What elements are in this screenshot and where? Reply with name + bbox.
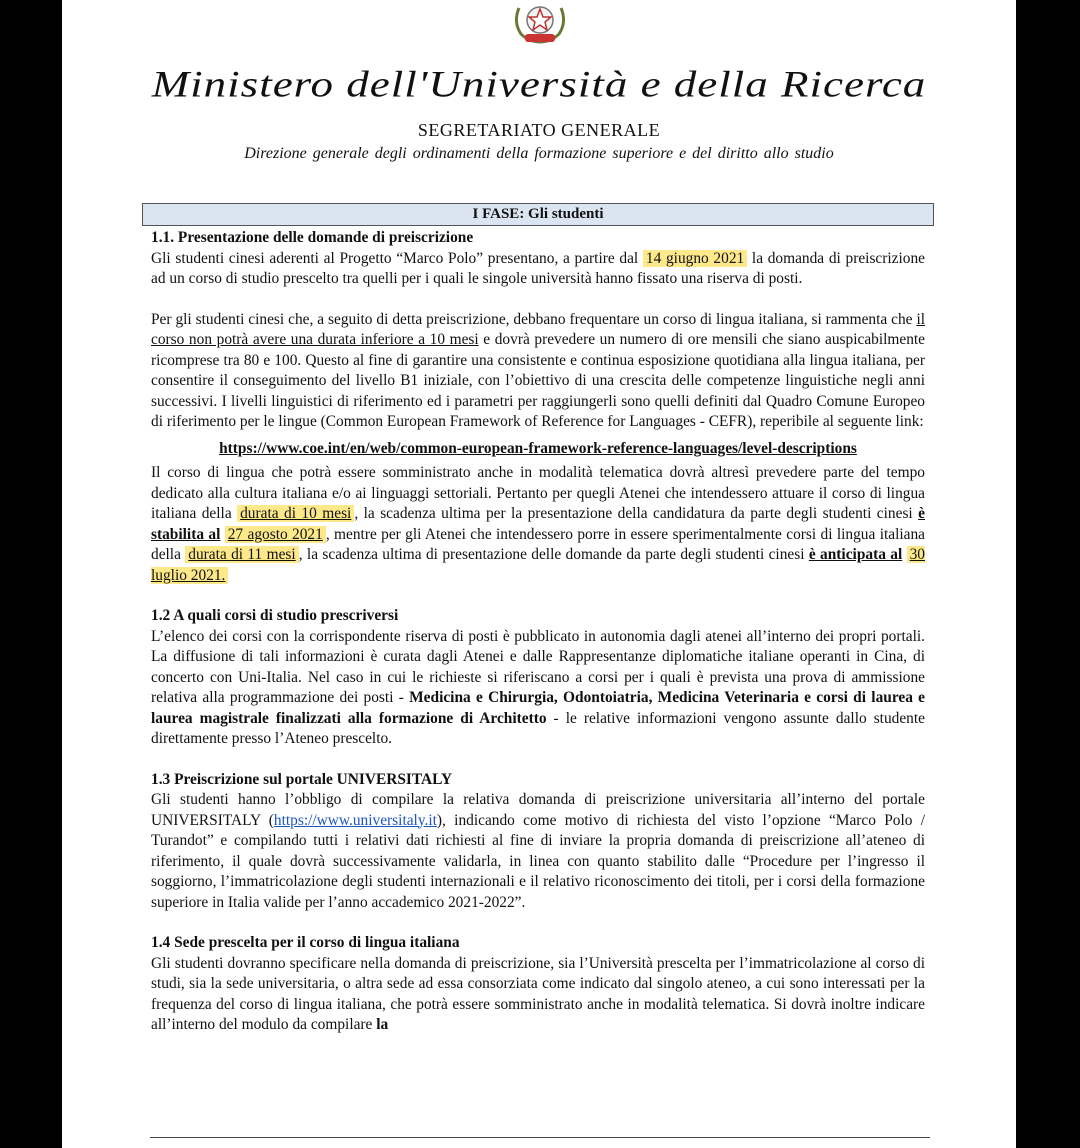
highlight-30-july: 30 luglio 2021. (151, 546, 925, 584)
italian-republic-emblem-icon (505, 0, 575, 46)
text: Gli studenti cinesi aderenti al Progetto “Marco Polo” presentano, a partire dal (151, 249, 643, 267)
phase-title: I FASE: Gli studenti (142, 203, 934, 226)
ministry-title: Ministero dell'Università e della Ricerca (151, 63, 927, 105)
section-1-2-paragraph (151, 627, 925, 750)
document-page (62, 0, 1016, 1148)
bold-deadline-label: è stabilita al (151, 505, 925, 543)
text: Il corso di lingua che potrà essere somministrato anche in modalità telematica dovrà altresì prevedere parte del tempo dedicato alla cultura italiana e/o ai linguaggi settoriali. Pertanto per quegli Atenei che intendessero attuare il corso di lingua italiana della (151, 464, 925, 522)
bold-anticipated-label: è anticipata al (808, 546, 903, 563)
footer-divider (150, 1137, 930, 1138)
text: , la scadenza ultima di presentazione delle domande da parte degli studenti cinesi (298, 546, 809, 563)
section-1-4-heading: 1.4 Sede prescelta per il corso di lingua italiana (151, 934, 460, 951)
text: e dovrà prevedere un numero di ore mensili che siano auspicabilmente ricomprese tra 80 e 100. Questo al fine di garantire una consistente e continua esposizione quotidiana alla lingua italiana, per consentire il conseguimento del livello B1 iniziale, con l’obiettivo di una crescita delle competenze linguistiche negli anni successivi. I livelli linguistici di riferimento ed i parametri per raggiungerli sono quelli definiti dal Quadro Comune Europeo di riferimento per le lingue (Common European Framework of Reference for Languages - CEFR), reperibile al seguente link: (151, 331, 926, 430)
section-1-1-paragraph-3 (151, 463, 925, 586)
text: Per gli studenti cinesi che, a seguito di detta preiscrizione, debbano frequentare un corso di lingua italiana, si rammenta che (151, 310, 917, 328)
text: , la scadenza ultima per la presentazione della candidatura da parte degli studenti cinesi (354, 505, 919, 522)
highlight-date-14-june: 14 giugno 2021 (643, 250, 747, 267)
text: L’elenco dei corsi con la corrispondente riserva di posti è pubblicato in autonomia dagli atenei all’interno dei propri portali. La diffusione di tali informazioni è curata dagli Atenei e dalle Rappresentanze diplomatiche italiane operanti in Cina, di concerto con Uni-Italia. Nel caso in cui le richieste si riferiscano a corsi per i quali è prevista una prova di ammissione relativa alla programmazione dei posti - (151, 627, 925, 706)
text: ), indicando come motivo di richiesta del visto l’opzione “Marco Polo / Turandot” e compilando tutti i relativi dati richiesti al fine di inviare la propria domanda di preiscrizione all’ateneo di riferimento, il quale dovrà successivamente validarla, in linea con quanto stabilito dalle “Procedure per l’ingresso il soggiorno, l’immatricolazione degli studenti internazionali e il relativo riconoscimento dei titoli, per i corsi della formazione superiore in Italia valide per l’anno accademico 2021-2022”. (151, 811, 925, 911)
text: la domanda di preiscrizione ad un corso di studio prescelto tra quelli per i quali le singole università hanno fissato una riserva di posti. (151, 249, 925, 287)
directorate-subtitle: Direzione generale degli ordinamenti della formazione superiore e del diritto allo studio (244, 145, 834, 162)
text: Gli studenti hanno l’obbligo di compilare la relativa domanda di preiscrizione universitaria all’interno del portale UNIVERSITALY ( (151, 791, 925, 829)
underlined-duration-note: il corso non potrà avere una durata inferiore a 10 mesi (151, 310, 925, 348)
section-1-2-heading: 1.2 A quali corsi di studio prescriversi (151, 607, 399, 624)
highlight-11-months: durata di 11 mesi (185, 546, 298, 563)
text: - le relative informazioni vengono assunte dallo studente direttamente presso l’Ateneo prescelto. (151, 709, 925, 747)
secretariat-title: SEGRETARIATO GENERALE (417, 120, 661, 140)
cefr-link[interactable]: https://www.coe.int/en/web/common-european-framework-reference-languages/level-descriptions (219, 439, 857, 457)
section-1-1-paragraph-1 (151, 249, 925, 290)
section-1-1-paragraph-2 (151, 310, 925, 433)
highlight-27-august: 27 agosto 2021 (225, 526, 326, 543)
text: Gli studenti dovranno specificare nella domanda di preiscrizione, sia l’Università prescelta per l’immatricolazione al corso di studi, sia la sede universitaria, o altra sede ad essa consorziata come indicato dal singolo ateneo, a cui sono interessati per la frequenza del corso di lingua italiana, che potrà essere somministrato anche in modalità telematica. Si dovrà inoltre indicare all’interno del modulo da compilare (151, 954, 925, 1033)
section-1-3-paragraph (151, 790, 925, 913)
section-1-1-heading: 1.1. Presentazione delle domande di preiscrizione (151, 229, 474, 246)
universitaly-link[interactable]: https://www.universitaly.it (273, 811, 437, 829)
text: , mentre per gli Atenei che intendessero porre in essere sperimentalmente corsi di lingua italiana della (151, 525, 925, 563)
bold-trailing-word: la (376, 1016, 389, 1033)
section-1-4-paragraph (151, 954, 925, 1036)
section-1-3-heading: 1.3 Preiscrizione sul portale UNIVERSITALY (151, 770, 453, 788)
bold-restricted-courses: Medicina e Chirurgia, Odontoiatria, Medicina Veterinaria e corsi di laurea e laurea magistrale finalizzati alla formazione di Architetto (151, 689, 926, 727)
document-body (151, 228, 925, 1036)
highlight-10-months: durata di 10 mesi (237, 505, 354, 522)
